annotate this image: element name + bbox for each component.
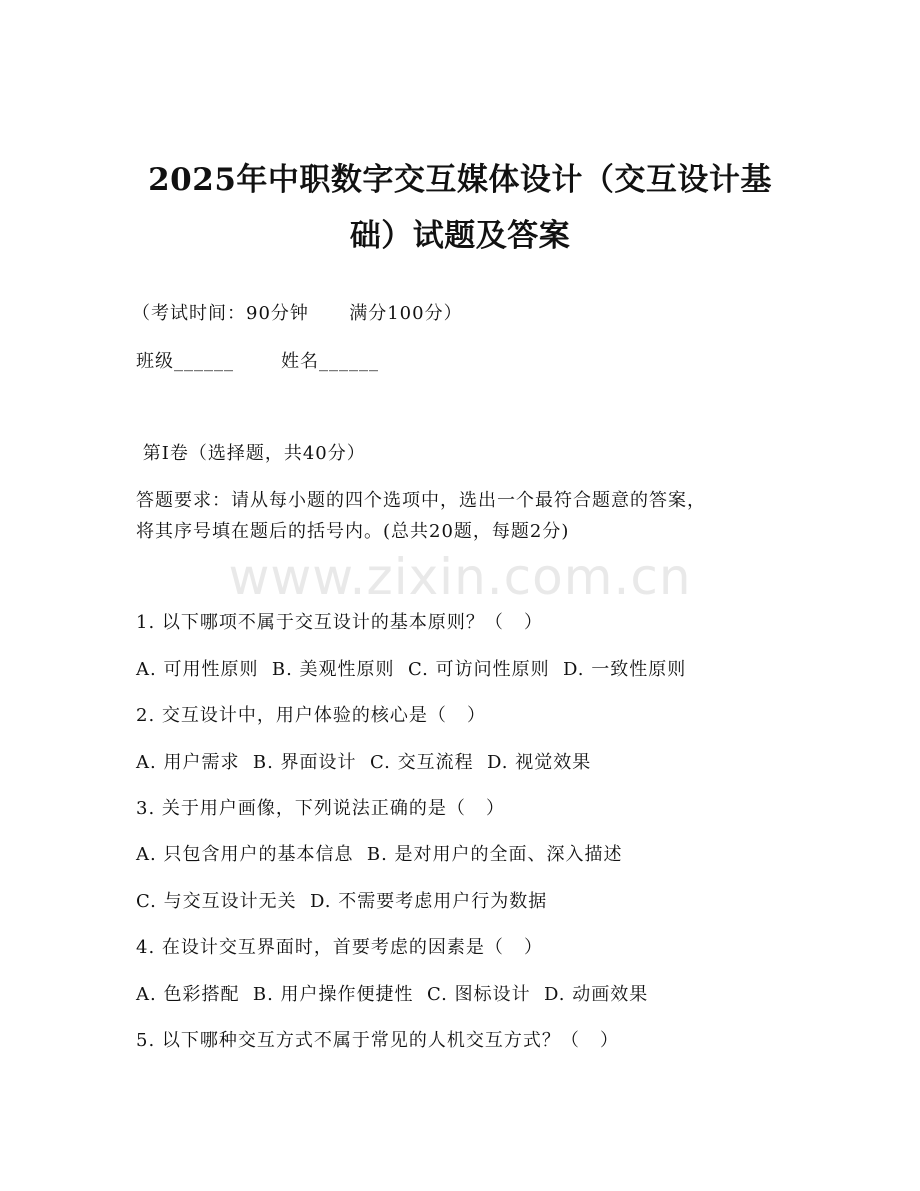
- question-1-options: A. 可用性原则 B. 美观性原则 C. 可访问性原则 D. 一致性原则: [136, 659, 687, 680]
- watermark: www.zixin.com.cn: [228, 548, 692, 606]
- question-3-options-line-1: A. 只包含用户的基本信息 B. 是对用户的全面、深入描述: [136, 844, 623, 865]
- question-1-stem: 1. 以下哪项不属于交互设计的基本原则？（ ）: [136, 612, 544, 633]
- exam-info: （考试时间：90分钟 满分100分）: [132, 303, 463, 324]
- instructions-line-2: 将其序号填在题后的括号内。(总共20题，每题2分): [136, 521, 570, 542]
- question-3-options-line-2: C. 与交互设计无关 D. 不需要考虑用户行为数据: [136, 891, 548, 912]
- question-2-options: A. 用户需求 B. 界面设计 C. 交互流程 D. 视觉效果: [136, 752, 592, 773]
- question-4-options: A. 色彩搭配 B. 用户操作便捷性 C. 图标设计 D. 动画效果: [136, 984, 649, 1005]
- title-line-2: 础）试题及答案: [349, 218, 571, 254]
- question-3-stem: 3. 关于用户画像，下列说法正确的是（ ）: [136, 798, 506, 819]
- class-name-line: 班级______ 姓名______: [136, 351, 380, 372]
- question-4-stem: 4. 在设计交互界面时，首要考虑的因素是（ ）: [136, 937, 544, 958]
- document-title: [100, 152, 820, 264]
- instructions-line-1: 答题要求：请从每小题的四个选项中，选出一个最符合题意的答案，: [136, 490, 706, 511]
- question-5-stem: 5. 以下哪种交互方式不属于常见的人机交互方式？（ ）: [136, 1030, 620, 1051]
- section-heading: 第Ⅰ卷（选择题，共40分）: [136, 443, 366, 464]
- title-line-1: 2025年中职数字交互媒体设计（交互设计基: [148, 162, 772, 198]
- question-2-stem: 2. 交互设计中，用户体验的核心是（ ）: [136, 705, 487, 726]
